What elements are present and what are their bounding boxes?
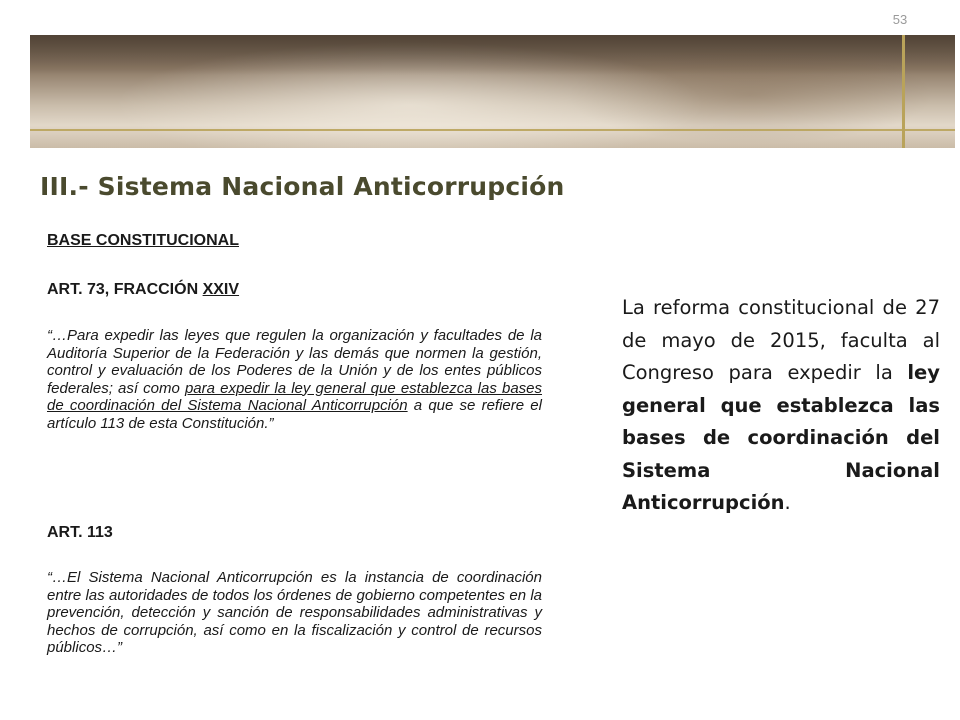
art-73-quote-part2: a que se refiere el artículo 113 de esta Constitución.” <box>47 397 542 432</box>
art-73-fraction: XXIV <box>202 281 240 298</box>
reform-summary-part2: . <box>784 491 791 514</box>
art-73-quote <box>47 327 542 433</box>
art-73-heading <box>47 281 239 299</box>
page-number: 53 <box>892 12 908 27</box>
art-73-quote-underlined: para expedir la ley general que establezca las bases de coordinación del Sistema Nacional Anticorrupción <box>47 379 542 415</box>
gold-vertical-rule <box>902 35 905 148</box>
section-title: III.- Sistema Nacional Anticorrupción <box>40 172 565 201</box>
gold-horizontal-rule <box>30 129 955 131</box>
reform-summary-bold: ley general que establezca las bases de coordinación del Sistema Nacional Anticorrupción <box>622 361 940 514</box>
art-73-heading-prefix: ART. 73, FRACCIÓN <box>47 281 203 298</box>
art-73-quote-part1: “…Para expedir las leyes que regulen la organización y facultades de la Auditoría Superior de la Federación y las demás que normen la gestión, control y evaluación de los Poderes de la Unión y de los entes públicos federales; así como <box>47 327 542 397</box>
reform-summary-text <box>622 292 940 520</box>
header-banner-image <box>30 35 955 148</box>
reform-summary-part1: La reforma constitucional de 27 de mayo de 2015, faculta al Congreso para expedir la <box>622 296 940 384</box>
base-constitucional-heading: BASE CONSTITUCIONAL <box>47 232 239 249</box>
art-113-quote: “…El Sistema Nacional Anticorrupción es la instancia de coordinación entre las autoridades de todos los órdenes de gobierno competentes en la prevención, detección y sanción de responsabilidades administrativas y hechos de corrupción, así como en la fiscalización y control de recursos públicos…” <box>47 569 542 657</box>
art-113-heading: ART. 113 <box>47 524 113 541</box>
